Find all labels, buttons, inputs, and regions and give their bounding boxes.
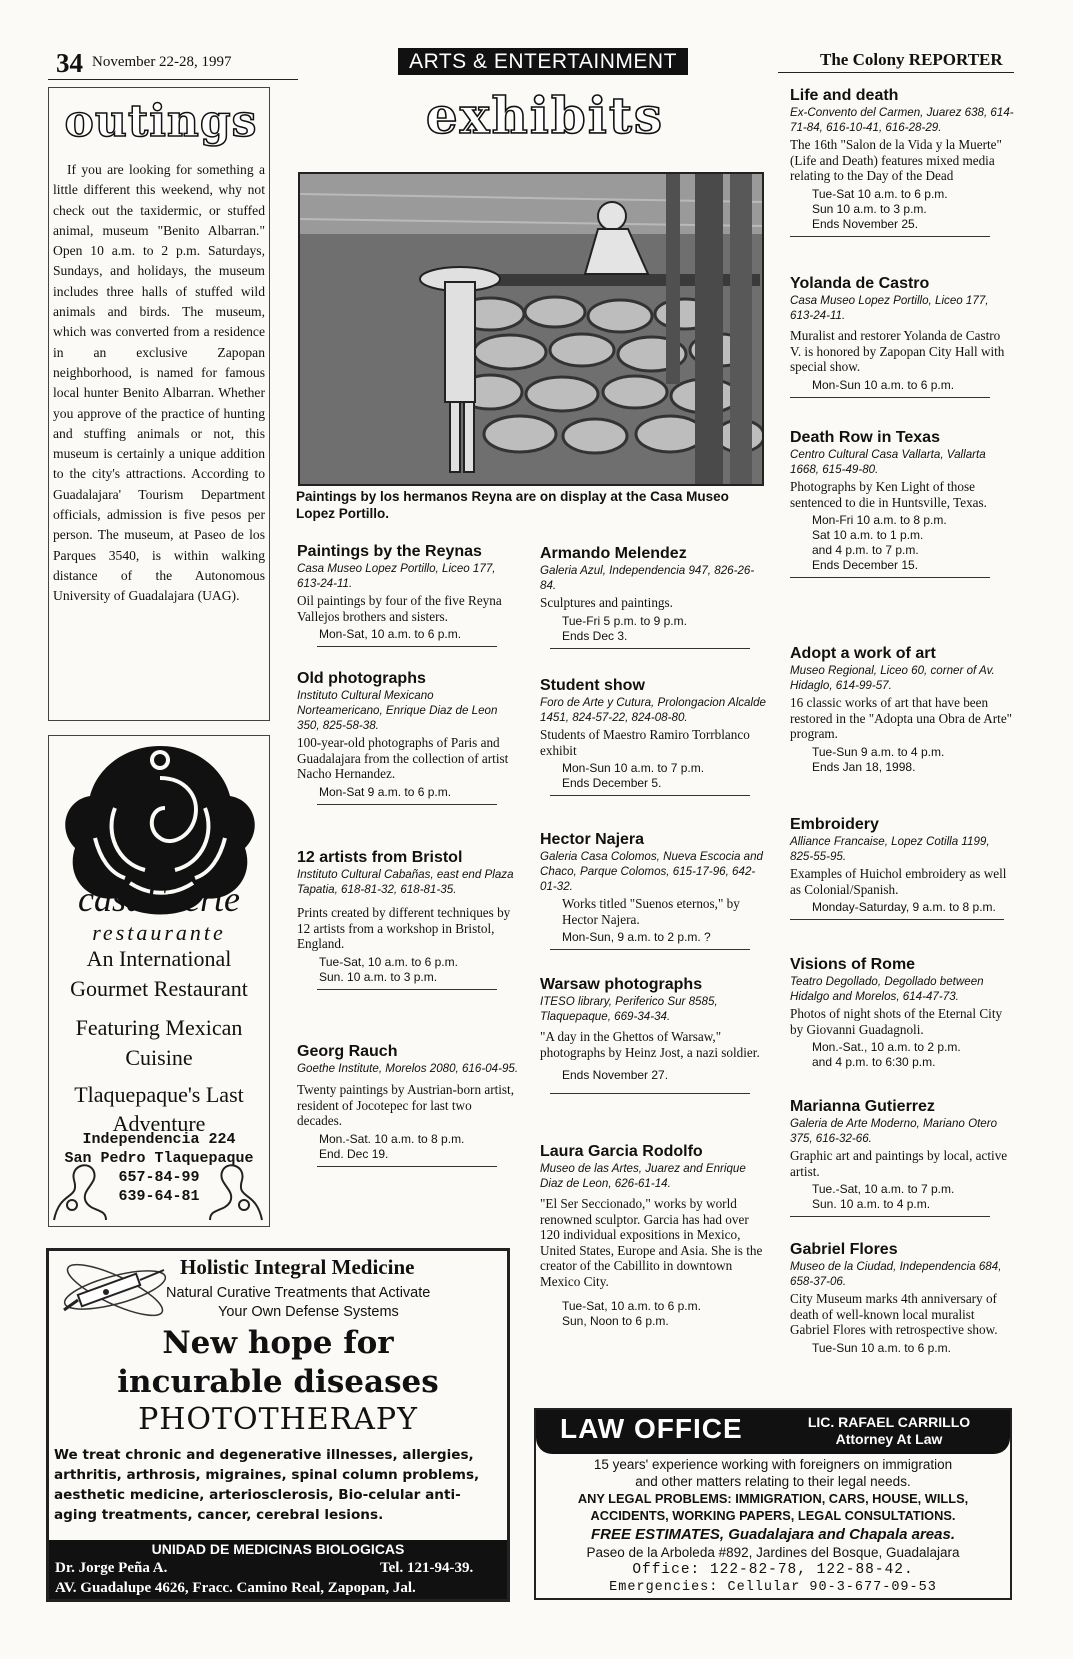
listing-title: Life and death — [790, 87, 899, 104]
listing-hours: Sun. 10 a.m. to 4 p.m. — [812, 1197, 931, 1211]
listing-venue: Centro Cultural Casa Vallarta, Vallarta 1668, 615-49-80. — [790, 448, 986, 476]
listing-description: Prints created by different techniques by 12 artists from a workshop in Bristol, England. — [297, 905, 511, 951]
listing-description: Photos of night shots of the Eternal City by Giovanni Guadagnoli. — [790, 1006, 1003, 1037]
listing-description: Examples of Huichol embroidery as well as Colonial/Spanish. — [790, 866, 1007, 897]
holistic-headline: PHOTOTHERAPY — [138, 1402, 418, 1437]
holistic-body: We treat chronic and degenerative illnesses, allergies, arthritis, arthrosis, migraines, spinal column problems, aesthetic medicine, arteriosclerosis, Bio-celular anti-aging treatments, cancer, cerebral lesions. — [54, 1447, 480, 1523]
listing — [790, 86, 1014, 237]
photo-caption: Paintings by los hermanos Reyna are on display at the Casa Museo Lopez Portillo. — [296, 489, 729, 521]
restaurant-city: San Pedro Tlaquepaque — [64, 1150, 254, 1167]
listing-description: The 16th "Salon de la Vida y la Muerte" (Life and Death) features mixed media relating to the Day of the Dead — [790, 137, 1002, 183]
listing-venue: Instituto Cultural Cabañas, east end Plaza Tapatia, 618-81-32, 618-81-35. — [297, 868, 514, 896]
listing-rule — [790, 397, 990, 398]
restaurant-tagline: Adventure — [112, 1111, 206, 1136]
restaurant-subtitle: restaurante — [92, 920, 226, 945]
listing-hours: Tue-Sun 9 a.m. to 4 p.m. — [812, 744, 945, 759]
listing-hours: Mon-Sun 10 a.m. to 6 p.m. — [812, 377, 955, 392]
listing-rule — [550, 1093, 750, 1094]
listing-title: Death Row in Texas — [790, 429, 940, 446]
listing-venue: Museo Regional, Liceo 60, corner of Av. Hidaglo, 614-99-57. — [790, 664, 995, 692]
listing-title: Laura Garcia Rodolfo — [540, 1143, 703, 1160]
listing-hours: Ends Jan 18, 1998. — [812, 759, 916, 774]
listing-hours: and 4 p.m. to 7 p.m. — [812, 543, 919, 557]
restaurant-name: casaFuerte — [78, 879, 240, 919]
listing-hours: Ends November 25. — [812, 216, 919, 231]
listing-hours: Mon-Sun 10 a.m. to 7 p.m. — [562, 761, 705, 775]
law-title: LAW OFFICE — [560, 1413, 743, 1444]
law-text: ANY LEGAL PROBLEMS: IMMIGRATION, CARS, HOUSE, WILLS, — [577, 1491, 969, 1506]
header-rule-right — [778, 72, 1014, 73]
listing-hours: Tue-Sat, 10 a.m. to 6 p.m. — [319, 954, 458, 969]
listing-hours: Sat 10 a.m. to 1 p.m. — [812, 528, 924, 542]
law-text: FREE ESTIMATES, Guadalajara and Chapala areas. — [590, 1526, 955, 1543]
ornament-icon — [206, 1150, 266, 1222]
restaurant-tagline: Featuring Mexican — [75, 1015, 243, 1040]
listing-title: Armando Melendez — [540, 545, 687, 562]
law-phone: Office: 122-82-78, 122-88-42. — [632, 1562, 914, 1578]
listing-rule — [317, 989, 497, 990]
issue-date: November 22-28, 1997 — [92, 54, 232, 70]
listing-rule — [317, 1166, 497, 1167]
listing-venue: ITESO library, Periferico Sur 8585, Tlaquepaque, 669-34-34. — [540, 995, 718, 1023]
listing-title: Old photographs — [297, 670, 426, 687]
listing — [790, 644, 1014, 775]
holistic-subtitle: Your Own Defense Systems — [218, 1304, 399, 1320]
listing-title: Hector Najera — [540, 831, 645, 848]
listing-hours: Tue-Sat 10 a.m. to 6 p.m. — [812, 186, 948, 201]
listing-venue: Galeria de Arte Moderno, Mariano Otero 375, 616-32-66. — [790, 1117, 998, 1145]
listing-hours: and 4 p.m. to 6:30 p.m. — [812, 1055, 936, 1069]
listing — [790, 1097, 1014, 1217]
listing-rule — [790, 577, 990, 578]
listing-title: Gabriel Flores — [790, 1241, 898, 1258]
listing-hours: Sun. 10 a.m. to 3 p.m. — [319, 969, 438, 984]
listing-hours: Tue-Sun 10 a.m. to 6 p.m. — [812, 1340, 951, 1355]
listing-hours: Monday-Saturday, 9 a.m. to 8 p.m. — [812, 900, 996, 914]
listing-title: 12 artists from Bristol — [297, 849, 463, 866]
listing-title: Embroidery — [790, 816, 879, 833]
listing — [790, 955, 1014, 1070]
listing — [790, 274, 1014, 398]
listing-venue: Galeria Azul, Independencia 947, 826-26-84. — [540, 564, 755, 592]
page-number: 34 — [56, 48, 83, 78]
outings-title: outings — [64, 96, 258, 147]
listing-title: Georg Rauch — [297, 1043, 398, 1060]
listing — [540, 975, 768, 1094]
listing-venue: Museo de las Artes, Juarez and Enrique Diaz de Leon, 626-61-14. — [540, 1162, 746, 1190]
listing-rule — [550, 795, 750, 796]
listing — [297, 848, 519, 990]
listing-hours: Ends Dec 3. — [562, 628, 628, 643]
exhibits-title: exhibits — [425, 86, 665, 145]
listing-hours: Ends December 15. — [812, 558, 919, 572]
listing-description: Muralist and restorer Yolanda de Castro V. is honored by Zapopan City Hall with special show. — [790, 328, 1005, 374]
law-text: ACCIDENTS, WORKING PAPERS, LEGAL CONSULTATIONS. — [590, 1508, 956, 1523]
listing-venue: Foro de Arte y Cutura, Prolongacion Alcalde 1451, 824-57-22, 824-08-80. — [540, 696, 766, 724]
listing-hours: Tue.-Sat, 10 a.m. to 7 p.m. — [812, 1182, 955, 1196]
listing-rule — [317, 646, 497, 647]
listing-description: Oil paintings by four of the five Reyna Vallejos brothers and sisters. — [297, 593, 502, 624]
listing-description: "El Ser Seccionado," works by world renowned sculptor. Garcia has had over 120 individual expositions in Mexico, United States, Europe and Asia. She is the creator of the Cabillito in downtown Mexico City. — [540, 1196, 763, 1289]
listing-rule — [790, 236, 990, 237]
listing-description: City Museum marks 4th anniversary of death of well-known local muralist Gabriel Flores with retrospective show. — [790, 1291, 998, 1337]
listing-hours: Mon-Sat 9 a.m. to 6 p.m. — [319, 784, 452, 799]
listing-hours: Tue-Fri 5 p.m. to 9 p.m. — [562, 613, 687, 628]
law-emergency: Emergencies: Cellular 90-3-677-09-53 — [609, 1580, 937, 1595]
restaurant-phone: 657-84-99 — [118, 1169, 200, 1186]
masthead: The Colony REPORTER — [820, 50, 1003, 69]
law-text: and other matters relating to their legal needs. — [635, 1474, 911, 1489]
header-rule-left — [48, 79, 298, 80]
listing-hours: Ends December 5. — [562, 776, 662, 790]
listing-venue: Galeria Casa Colomos, Nueva Escocia and Chaco, Parque Colomos, 615-17-96, 642-01-32. — [540, 850, 763, 893]
listing-description: "A day in the Ghettos of Warsaw," photographs by Heinz Jost, a nazi soldier. — [540, 1029, 760, 1060]
listing-description: Twenty paintings by Austrian-born artist, resident of Jocotepec for last two decades. — [297, 1082, 515, 1128]
listing-venue: Casa Museo Lopez Portillo, Liceo 177, 613-24-11. — [790, 294, 989, 322]
restaurant-tagline: An International — [86, 946, 232, 971]
listing-description: 100-year-old photographs of Paris and Guadalajara from the collection of artist Nacho Hernandez. — [297, 735, 509, 781]
listing-rule — [550, 648, 750, 649]
listing-hours: Mon.-Sat., 10 a.m. to 2 p.m. — [812, 1040, 961, 1054]
listing-description: Sculptures and paintings. — [540, 595, 673, 610]
listing-title: Marianna Gutierrez — [790, 1098, 935, 1115]
listing-description: 16 classic works of art that have been restored in the "Adopta una Obra de Arte" program. — [790, 695, 1013, 741]
restaurant-tagline: Gourmet Restaurant — [70, 976, 248, 1001]
listing-title: Yolanda de Castro — [790, 275, 930, 292]
restaurant-tagline: Cuisine — [125, 1045, 193, 1070]
holistic-unit: UNIDAD DE MEDICINAS BIOLOGICAS — [151, 1541, 405, 1557]
holistic-title: Holistic Integral Medicine — [180, 1255, 415, 1279]
listing-title: Visions of Rome — [790, 956, 916, 973]
holistic-doctor: Dr. Jorge Peña A. — [55, 1560, 168, 1576]
listing-title: Warsaw photographs — [540, 976, 703, 993]
listing — [297, 1042, 519, 1167]
holistic-subtitle: Natural Curative Treatments that Activate — [166, 1285, 431, 1301]
listing-rule — [790, 919, 1004, 920]
listing-hours: Sun 10 a.m. to 3 p.m. — [812, 201, 927, 216]
listing-rule — [317, 804, 497, 805]
section-banner: ARTS & ENTERTAINMENT — [398, 48, 688, 75]
listing-description: Students of Maestro Ramiro Torrblanco exhibit — [540, 727, 750, 758]
listing-venue: Instituto Cultural Mexicano Norteamericano, Enrique Diaz de Leon 350, 825-58-38. — [297, 689, 498, 732]
ornament-icon — [50, 1150, 110, 1222]
listing-rule — [550, 949, 750, 950]
restaurant-tagline: Tlaquepaque's Last — [74, 1082, 244, 1107]
listing — [540, 544, 768, 649]
listing-rule — [790, 1216, 990, 1217]
listing — [297, 669, 519, 805]
listing-description: Photographs by Ken Light of those sentenced to die in Huntsville, Texas. — [790, 479, 987, 510]
listing-venue: Ex-Convento del Carmen, Juarez 638, 614-71-84, 616-10-41, 616-28-29. — [790, 106, 1014, 134]
listing-hours: Mon.-Sat. 10 a.m. to 8 p.m. — [319, 1131, 465, 1146]
listing — [790, 815, 1014, 920]
listing — [790, 428, 1014, 578]
listing — [540, 1142, 768, 1329]
listing-venue: Teatro Degollado, Degollado between Hidalgo and Morelos, 614-47-73. — [790, 975, 984, 1003]
listing-venue: Alliance Francaise, Lopez Cotilla 1199, 825-55-95. — [790, 835, 990, 863]
holistic-headline: incurable diseases — [117, 1364, 439, 1400]
listing — [540, 676, 768, 796]
law-text: 15 years' experience working with foreigners on immigration — [593, 1457, 953, 1472]
listing-venue: Museo de la Ciudad, Independencia 684, 658-37-06. — [790, 1260, 1002, 1288]
listing-venue: Casa Museo Lopez Portillo, Liceo 177, 613-24-11. — [297, 562, 496, 590]
painting-photo — [298, 172, 764, 486]
listing-venue: Goethe Institute, Morelos 2080, 616-04-95. — [297, 1062, 519, 1075]
listing-hours: Mon-Sat, 10 a.m. to 6 p.m. — [319, 627, 462, 641]
restaurant-phone: 639-64-81 — [118, 1188, 200, 1205]
law-attorney-name: LIC. RAFAEL CARRILLO — [807, 1414, 971, 1430]
listing — [790, 1240, 1014, 1356]
listing-description: Graphic art and paintings by local, active artist. — [790, 1148, 1008, 1179]
holistic-headline: New hope for — [162, 1325, 394, 1361]
listing-title: Paintings by the Reynas — [297, 543, 482, 560]
listing-title: Student show — [540, 677, 645, 694]
listing — [540, 830, 768, 950]
listing-hours: Tue-Sat, 10 a.m. to 6 p.m. — [562, 1299, 701, 1313]
listing-hours: End. Dec 19. — [319, 1146, 389, 1161]
listing-description: Works titled "Suenos eternos," by Hector Najera. — [562, 896, 740, 927]
restaurant-address: Independencia 224 — [82, 1131, 236, 1148]
listing-hours: Mon-Sun, 9 a.m. to 2 p.m. ? — [562, 930, 711, 944]
law-attorney-label: Attorney At Law — [835, 1431, 943, 1447]
listing-hours: Ends November 27. — [562, 1068, 669, 1082]
listing-title: Adopt a work of art — [790, 645, 936, 662]
holistic-address: AV. Guadalupe 4626, Fracc. Camino Real, Zapopan, Jal. — [55, 1580, 416, 1596]
listing-hours: Mon-Fri 10 a.m. to 8 p.m. — [812, 513, 947, 527]
syringe-atom-icon — [56, 1254, 174, 1326]
listing-hours: Sun, Noon to 6 p.m. — [562, 1314, 669, 1328]
holistic-phone: Tel. 121-94-39. — [380, 1560, 474, 1576]
listing — [297, 542, 519, 647]
outings-article: If you are looking for something a little different this weekend, why not check out the taxidermic, or stuffed animal, museum "Benito Albarran." Open 10 a.m. to 2 p.m. Saturdays, Sundays, and holidays, the museum includes three halls of stuffed wild animals and birds. The museum, which was converted from a residence in an exclusive Zapopan neighborhood, is named for famous local hunter Benito Albarran. Whether you approve of the practice of hunting and stuffing animals or not, this museum is certainly a unique addition to the city's attractions. According to Guadalajara' Tourism Department officials, admission is five pesos per person. The museum, at Paseo de los Parques 3540, is within walking distance of the Autonomous University of Guadalajara (UAG). — [53, 162, 265, 604]
law-address: Paseo de la Arboleda #892, Jardines del Bosque, Guadalajara — [586, 1545, 960, 1560]
